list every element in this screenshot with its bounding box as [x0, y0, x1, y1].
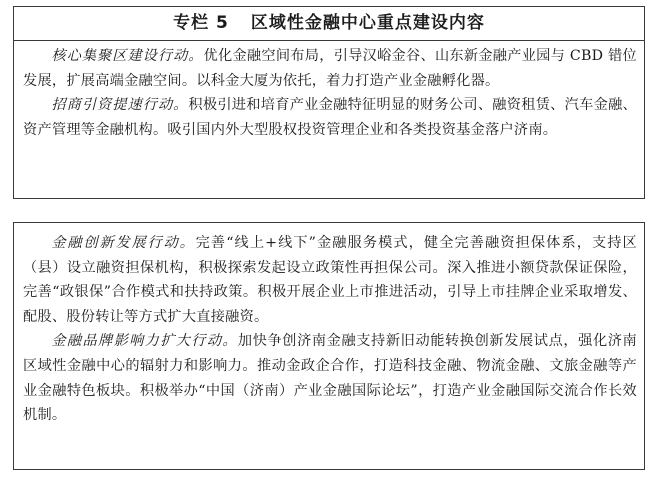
column-box-bottom [13, 222, 645, 470]
paragraph-text: 积极引进和培育产业金融特征明显的财务公司、融资租赁、汽车金融、资产管理等金融机构。吸引国内外大型股权投资管理企业和各类投资基金落户济南。 [23, 97, 637, 138]
column-title-bar [14, 7, 644, 41]
column-title: 区域性金融中心重点建设内容 [250, 13, 485, 33]
paragraph-lead: 核心集聚区建设行动。 [51, 48, 204, 64]
paragraph-text: 完善“线上+线下”金融服务模式，健全完善融资担保体系，支持区（县）设立融资担保机构，积极探索发起设立政策性再担保公司。深入推进小额贷款保证保险，完善“政银保”合作模式和扶持政策。积极开展企业上市推进活动，引导上市挂牌企业采取增发、配股、股份转让等方式扩大直接融资。 [23, 235, 637, 325]
paragraph-core-cluster [23, 44, 637, 93]
paragraph-lead: 招商引资提速行动。 [51, 97, 189, 114]
paragraph-brand [23, 329, 637, 427]
paragraph-innovation [23, 231, 637, 329]
paragraph-text: 加快争创济南金融支持新旧动能转换创新发展试点，强化济南区域性金融中心的辐射力和影响力。推动金政企合作，打造科技金融、物流金融、文旅金融等产业金融特色板块。积极举办“中国（济南）产业金融国际论坛”，打造产业金融国际交流合作长效机制。 [23, 333, 637, 424]
column-content-top [23, 44, 637, 142]
paragraph-lead: 金融品牌影响力扩大行动。 [51, 333, 238, 350]
paragraph-lead: 金融创新发展行动。 [51, 235, 196, 251]
paragraph-text: 优化金融空间布局，引导汉峪金谷、山东新金融产业园与 CBD 错位发展，扩展高端金融空间。以科金大厦为依托，着力打造产业金融孵化器。 [23, 48, 637, 89]
paragraph-investment [23, 93, 637, 142]
column-number: 专栏 5 [173, 13, 229, 33]
column-box-top [13, 6, 645, 199]
column-content-bottom [23, 231, 637, 428]
